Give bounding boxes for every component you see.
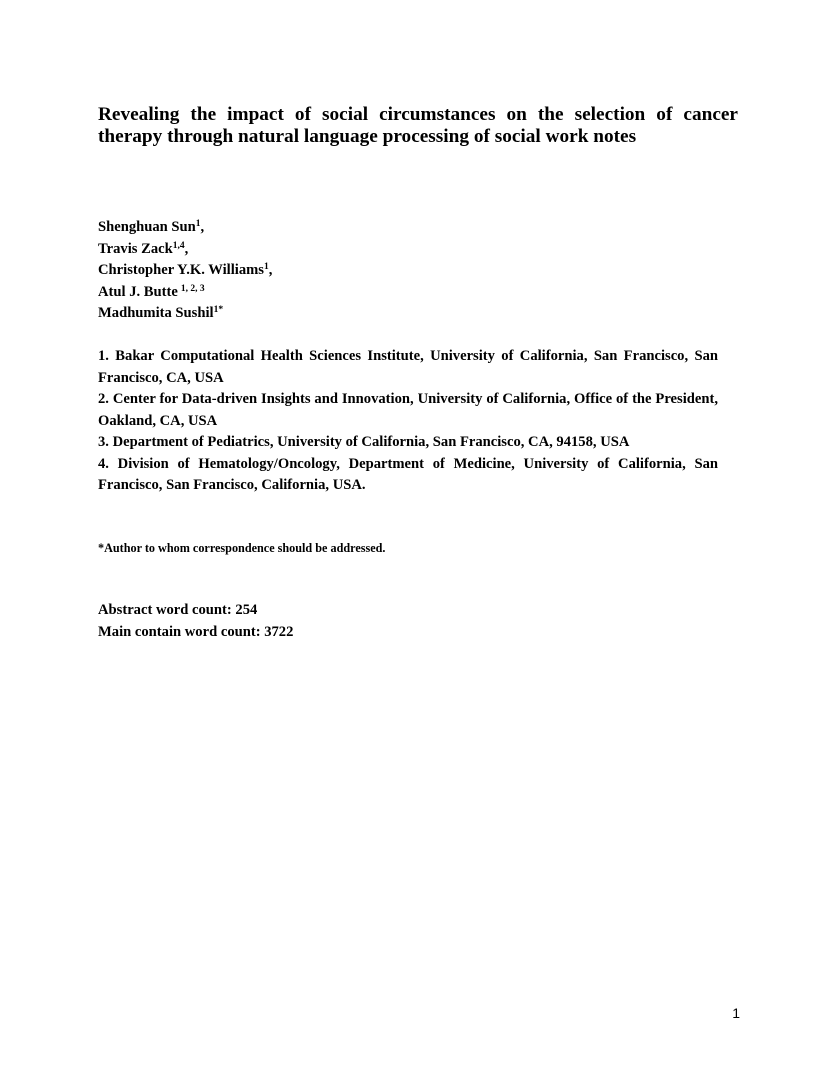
author-affiliation-marker: 1 (195, 219, 201, 229)
author-item (98, 260, 272, 282)
author-item (98, 217, 272, 239)
author-name: Christopher Y.K. Williams (98, 262, 264, 278)
affiliation-list (98, 346, 718, 497)
affiliation-item: 3. Department of Pediatrics, University of California, San Francisco, CA, 94158, USA (98, 434, 630, 450)
author-name: Shenghuan Sun (98, 219, 196, 235)
author-separator: , (200, 219, 205, 235)
abstract-word-count: Abstract word count: 254 (98, 602, 258, 618)
word-counts (98, 600, 293, 643)
author-item (98, 239, 272, 261)
author-affiliation-marker: 1, 2, 3 (180, 283, 205, 294)
author-name: Atul J. Butte (98, 283, 178, 300)
page-number: 1 (732, 1005, 740, 1021)
author-name: Travis Zack (98, 240, 173, 257)
author-affiliation-marker: 1,4 (172, 240, 185, 251)
author-separator: , (184, 240, 189, 257)
author-item (98, 303, 272, 325)
author-list (98, 217, 272, 325)
author-affiliation-marker: 1 (263, 262, 269, 272)
author-affiliation-marker: 1* (213, 305, 224, 315)
paper-title: Revealing the impact of social circumstances on the selection of cancer therapy through natural language processing of social work notes (98, 104, 738, 147)
affiliation-item: 1. Bakar Computational Health Sciences Institute, University of California, San Francisco, San Francisco, CA, USA (98, 348, 718, 386)
author-name: Madhumita Sushil (98, 305, 214, 321)
author-item (98, 282, 272, 304)
author-separator: , (268, 262, 273, 278)
main-word-count: Main contain word count: 3722 (98, 623, 294, 640)
affiliation-item: 2. Center for Data-driven Insights and Innovation, University of California, Office of the President, Oakland, CA, USA (98, 391, 718, 429)
correspondence-note: *Author to whom correspondence should be addressed. (98, 541, 386, 555)
affiliation-item: 4. Division of Hematology/Oncology, Department of Medicine, University of California, San Francisco, San Francisco, California, USA. (98, 455, 718, 493)
